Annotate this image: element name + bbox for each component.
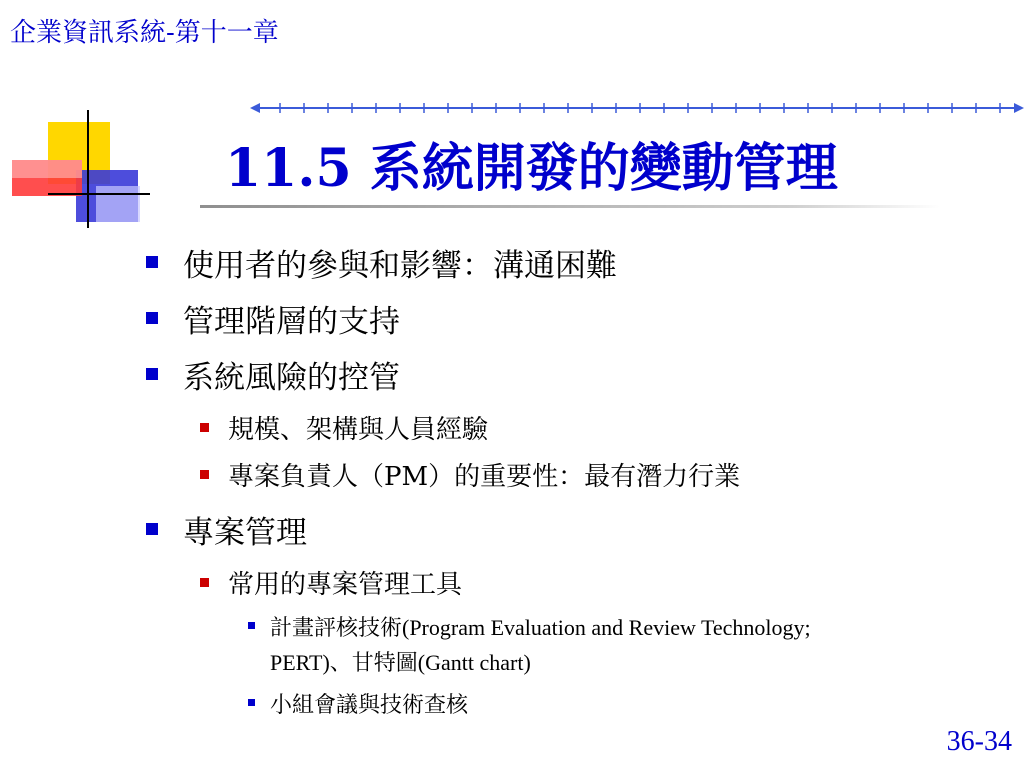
page-number: 36-34	[946, 726, 1012, 757]
bullet-marker	[146, 523, 158, 535]
sub-sub-bullet-marker	[248, 699, 255, 706]
sub-sub-bullet-marker	[248, 622, 255, 629]
bullet-item: 使用者的參與和影響：溝通困難	[183, 248, 617, 284]
bullet-item: 系統風險的控管	[183, 360, 400, 396]
slide-title: 11.5 系統開發的變動管理	[225, 138, 838, 199]
bullet-item: 專案管理	[183, 515, 307, 551]
sub-bullet-marker	[200, 578, 209, 587]
sub-sub-bullet-continuation: PERT)、甘特圖(Gantt chart)	[270, 650, 531, 675]
bullet-marker	[146, 312, 158, 324]
sub-sub-bullet-item: 小組會議與技術查核	[270, 692, 469, 717]
bullet-item: 管理階層的支持	[183, 304, 400, 340]
sub-bullet-marker	[200, 423, 209, 432]
bullet-marker	[146, 256, 158, 268]
sub-bullet-item: 規模、架構與人員經驗	[228, 415, 489, 445]
course-header: 企業資訊系統-第十一章	[10, 18, 279, 48]
sub-bullet-marker	[200, 470, 209, 479]
sub-bullet-item: 常用的專案管理工具	[228, 570, 463, 600]
sub-sub-bullet-item: 計畫評核技術(Program Evaluation and Review Technology;	[270, 615, 811, 640]
bullet-marker	[146, 368, 158, 380]
sub-bullet-item: 專案負責人（PM）的重要性：最有潛力行業	[228, 462, 741, 492]
